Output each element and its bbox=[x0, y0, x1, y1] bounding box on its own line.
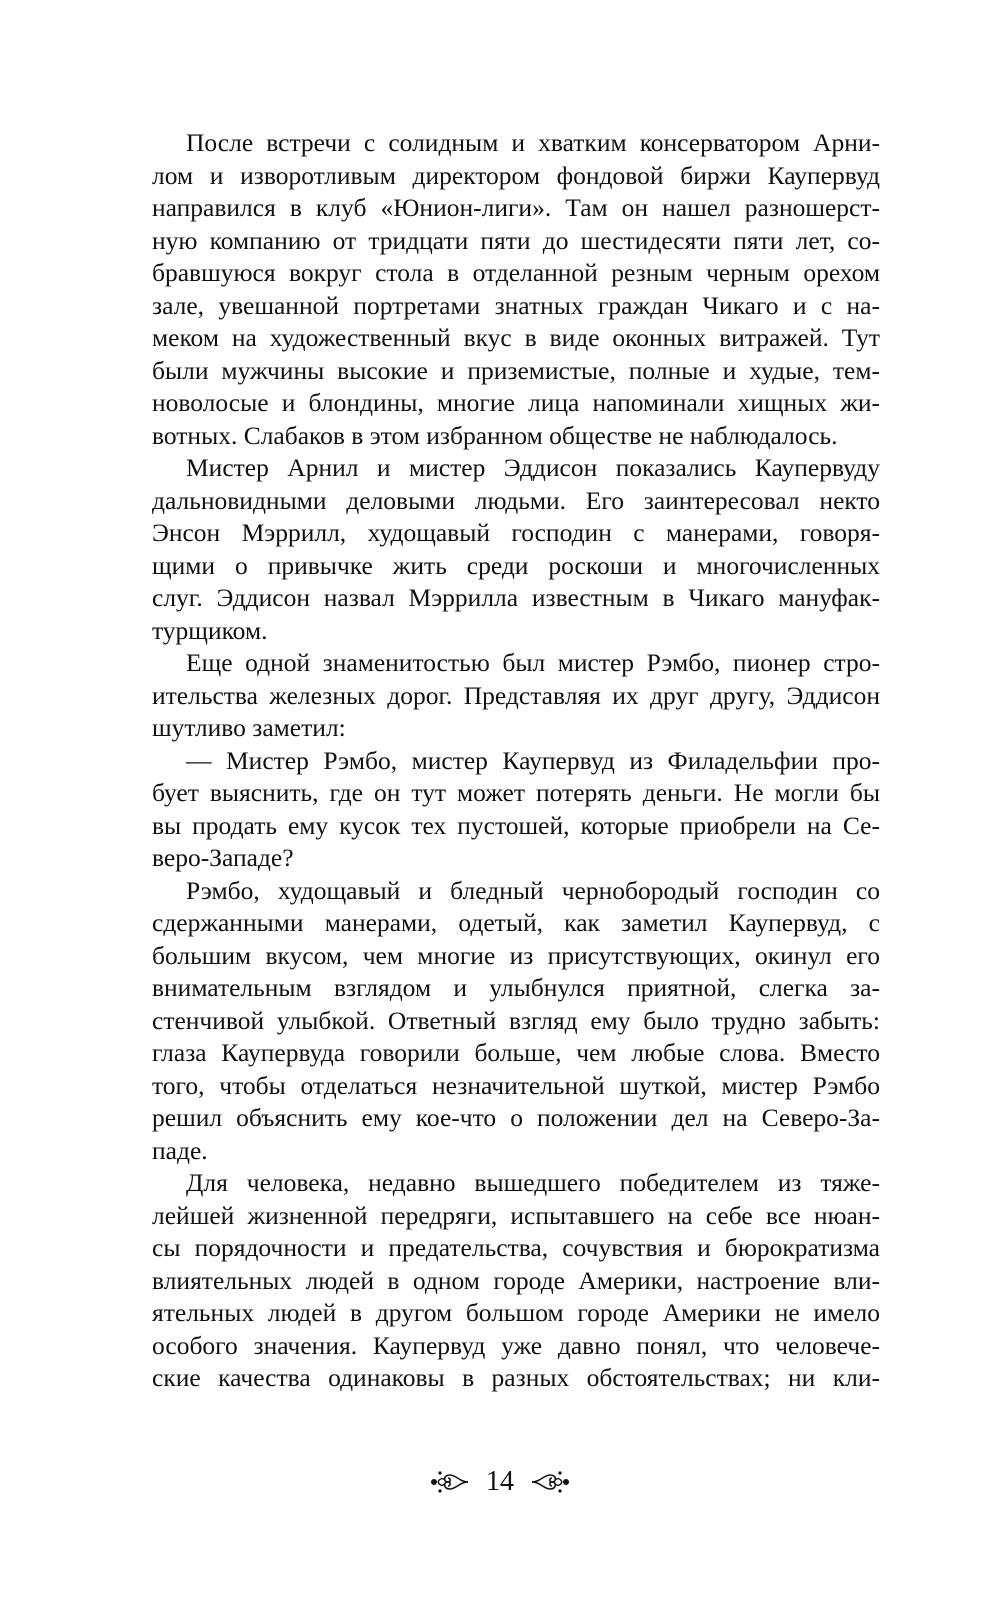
text-line: Энсон Мэррилл, худощавый господин с манерами, говоря- bbox=[152, 518, 880, 547]
text-line: Мистер Арнил и мистер Эддисон показались Каупервуду bbox=[186, 453, 880, 482]
right-ornament-icon bbox=[530, 1469, 574, 1495]
text-line: решил объяснить ему кое-что о положении дел на Северо-За- bbox=[152, 1103, 880, 1132]
text-line: дальновидными деловыми людьми. Его заинтересовал некто bbox=[152, 485, 880, 515]
paragraph bbox=[152, 127, 880, 452]
text-line: сы порядочности и предательства, сочувствия и бюрократизма bbox=[152, 1233, 880, 1262]
text-line: ительства железных дорог. Представляя их друг другу, Эддисон bbox=[152, 680, 880, 710]
text-line: бравшуюся вокруг стола в отделанной резным черным орехом bbox=[152, 258, 880, 287]
left-ornament-icon bbox=[426, 1469, 470, 1495]
text-line: были мужчины высокие и приземистые, полные и худые, тем- bbox=[152, 355, 880, 385]
page-number: 14 bbox=[486, 1466, 514, 1497]
text-line: паде. bbox=[152, 1135, 208, 1165]
text-line: бует выяснить, где он тут может потерять деньги. Не могли бы bbox=[152, 778, 880, 807]
text-line: — Мистер Рэмбо, мистер Каупервуд из Филадельфии про- bbox=[186, 745, 880, 775]
paragraph bbox=[152, 875, 880, 1168]
text-line: вотных. Слабаков в этом избранном обществе не наблюдалось. bbox=[152, 420, 838, 450]
paragraph bbox=[152, 745, 880, 875]
text-line: вы продать ему кусок тех пустошей, которые приобрели на Се- bbox=[152, 810, 880, 840]
text-line: Для человека, недавно вышедшего победителем из тяже- bbox=[186, 1168, 880, 1197]
paragraph bbox=[152, 647, 880, 745]
text-line: веро-Западе? bbox=[152, 843, 294, 872]
text-line: стенчивой улыбкой. Ответный взгляд ему было трудно забыть: bbox=[152, 1005, 880, 1035]
text-line: турщиком. bbox=[152, 615, 268, 645]
text-line: ятельных людей в другом большом городе Америки не имело bbox=[152, 1298, 880, 1327]
text-line: особого значения. Каупервуд уже давно понял, что человече- bbox=[152, 1330, 880, 1360]
paragraph bbox=[152, 1167, 880, 1395]
paragraph bbox=[152, 452, 880, 647]
text-line: новолосые и блондины, многие лица напоминали хищных жи- bbox=[152, 388, 880, 417]
text-line: ские качества одинаковы в разных обстоятельствах; ни кли- bbox=[152, 1363, 880, 1392]
text-line: лом и изворотливым директором фондовой биржи Каупервуд bbox=[152, 160, 880, 190]
text-line: Еще одной знаменитостью был мистер Рэмбо, пионер стро- bbox=[186, 648, 880, 677]
text-line: меком на художественный вкус в виде оконных витражей. Тут bbox=[152, 323, 880, 352]
text-line: лейшей жизненной передряги, испытавшего на себе все нюан- bbox=[152, 1200, 880, 1230]
text-line: щими о привычке жить среди роскоши и многочисленных bbox=[152, 550, 880, 580]
text-line: ную компанию от тридцати пяти до шестидесяти пяти лет, со- bbox=[152, 225, 880, 255]
text-line: шутливо заметил: bbox=[152, 713, 346, 742]
text-line: глаза Каупервуда говорили больше, чем любые слова. Вместо bbox=[152, 1038, 880, 1067]
text-line: влиятельных людей в одном городе Америки, настроение вли- bbox=[152, 1265, 880, 1295]
text-line: внимательным взглядом и улыбнулся приятной, слегка за- bbox=[152, 973, 880, 1002]
text-body bbox=[152, 127, 880, 1395]
text-line: зале, увешанной портретами знатных граждан Чикаго и с на- bbox=[152, 290, 880, 320]
text-line: слуг. Эддисон назвал Мэррилла известным в Чикаго мануфак- bbox=[152, 583, 880, 612]
text-line: направился в клуб «Юнион-лиги». Там он нашел разношерст- bbox=[152, 193, 880, 222]
page-footer bbox=[0, 1462, 1000, 1502]
text-line: того, чтобы отделаться незначительной шуткой, мистер Рэмбо bbox=[152, 1070, 880, 1100]
text-line: большим вкусом, чем многие из присутствующих, окинул его bbox=[152, 940, 880, 970]
text-line: Рэмбо, худощавый и бледный чернобородый господин со bbox=[186, 875, 880, 905]
text-line: После встречи с солидным и хватким консерватором Арни- bbox=[186, 128, 880, 157]
text-line: сдержанными манерами, одетый, как заметил Каупервуд, с bbox=[152, 908, 880, 937]
